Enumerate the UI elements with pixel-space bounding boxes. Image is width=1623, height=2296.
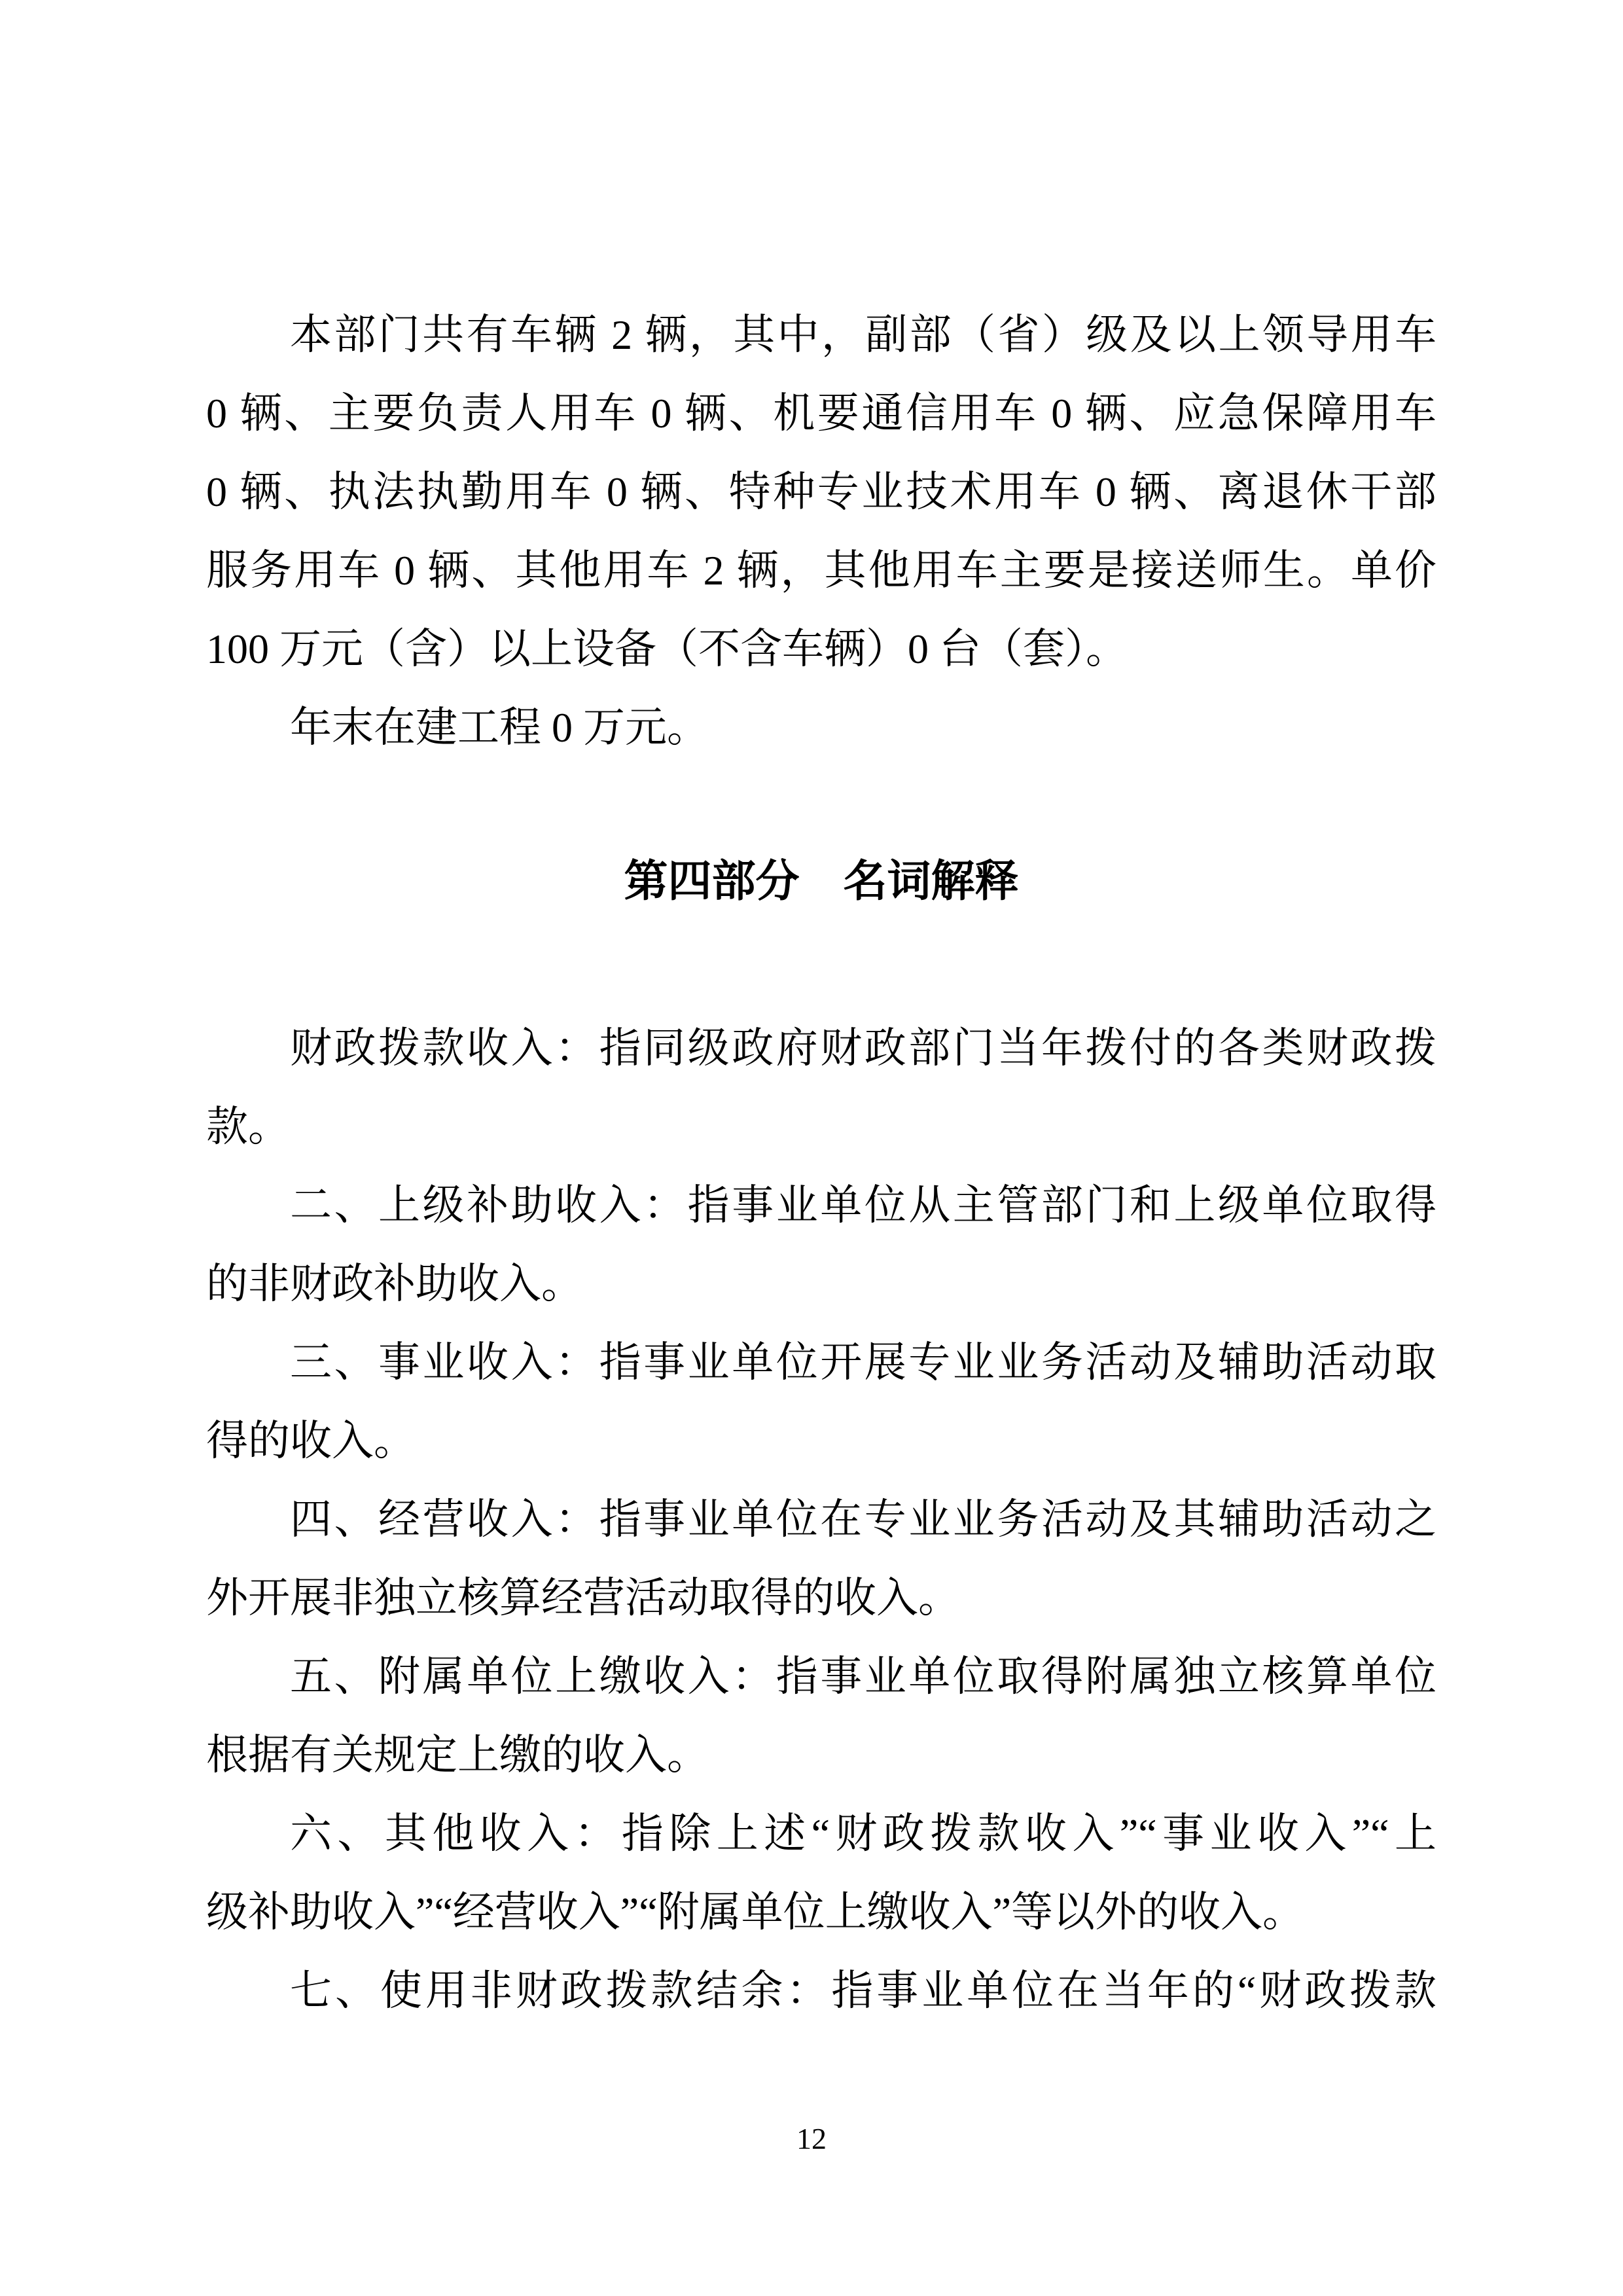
text-line: 年末在建工程 0 万元。 [290,704,709,751]
text-line: 0 辆、执法执勤用车 0 辆、特种专业技术用车 0 辆、离退休干部 [206,469,1436,515]
text-line: 款。 [206,1103,290,1150]
paragraph [206,1795,1436,1952]
text-line: 外开展非独立核算经营活动取得的收入。 [206,1575,960,1621]
paragraph [206,296,1436,689]
text-line: 服务用车 0 辆、其他用车 2 辆，其他用车主要是接送师生。单价 [206,547,1436,594]
text-line: 的非财政补助收入。 [206,1261,583,1307]
page-number: 12 [796,2122,827,2155]
text-line: 得的收入。 [206,1418,416,1464]
text-line: 100 万元（含）以上设备（不含车辆）0 台（套）。 [206,626,1128,672]
text-line: 本部门共有车辆 2 辆，其中，副部（省）级及以上领导用车 [290,312,1436,358]
text-line: 四、经营收入：指事业单位在专业业务活动及其辅助活动之 [290,1496,1436,1543]
text-line: 三、事业收入：指事业单位开展专业业务活动及辅助活动取 [290,1339,1436,1386]
text-line: 七、使用非财政拨款结余：指事业单位在当年的“财政拨款 [290,1967,1436,2014]
paragraph [206,1480,1436,1638]
text-line: 五、附属单位上缴收入：指事业单位取得附属独立核算单位 [290,1653,1436,1700]
text-line: 财政拨款收入：指同级政府财政部门当年拨付的各类财政拨 [290,1025,1436,1071]
text-line: 级补助收入”“经营收入”“附属单位上缴收入”等以外的收入。 [206,1889,1305,1935]
text-line: 根据有关规定上缴的收入。 [206,1732,709,1778]
paragraph [206,1952,1436,2030]
section-heading: 第四部分 名词解释 [624,857,1019,906]
text-line: 六、其他收入：指除上述“财政拨款收入”“事业收入”“上 [290,1810,1436,1857]
paragraph [206,1009,1436,1166]
text-line: 0 辆、主要负责人用车 0 辆、机要通信用车 0 辆、应急保障用车 [206,390,1436,437]
paragraph [206,689,1436,767]
paragraph [206,1323,1436,1480]
paragraph [206,1166,1436,1323]
document-body [206,296,1436,2030]
text-line: 二、上级补助收入：指事业单位从主管部门和上级单位取得 [290,1182,1436,1229]
paragraph [206,1638,1436,1795]
